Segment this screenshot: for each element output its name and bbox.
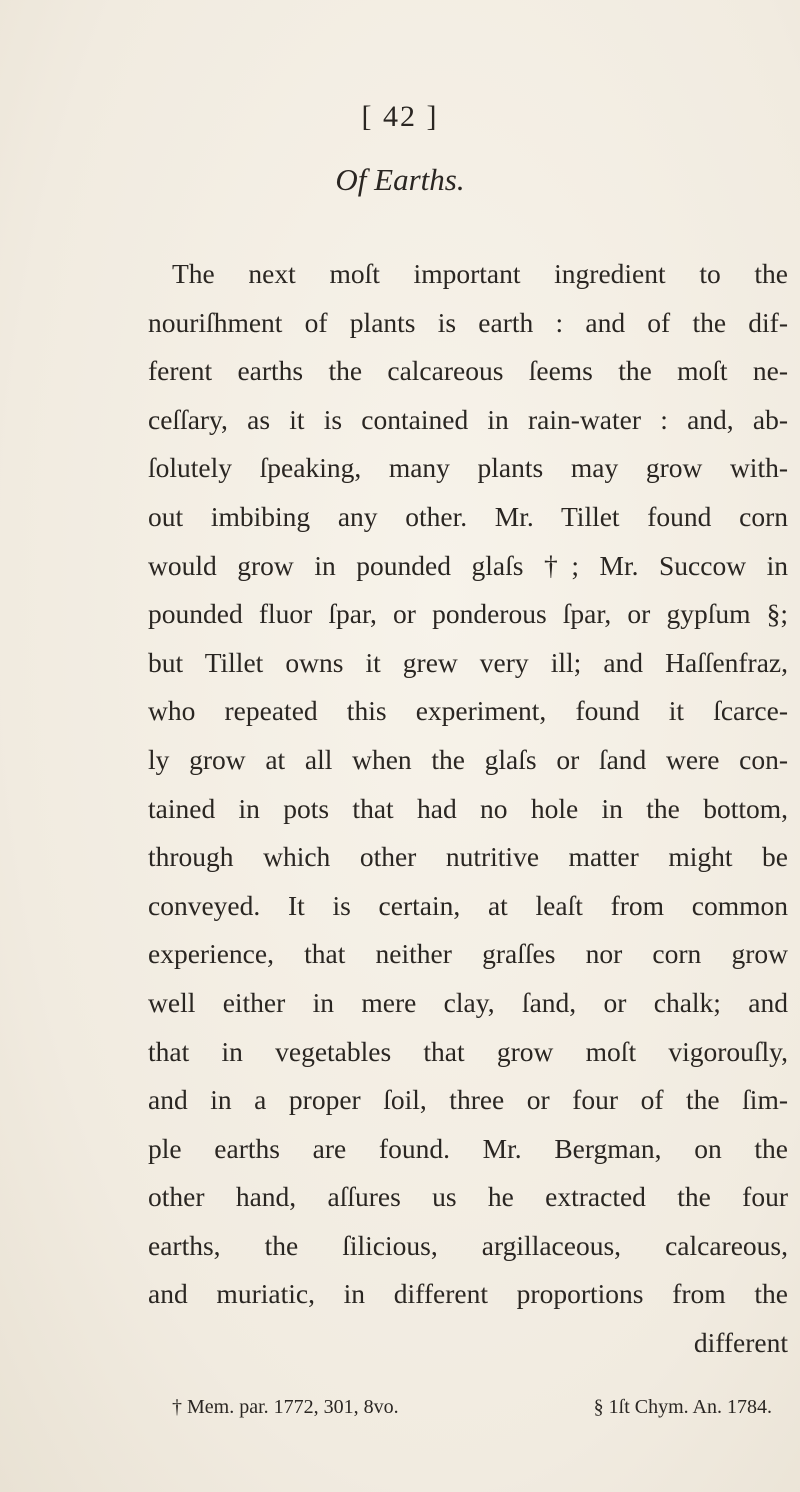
text-line: would grow in pounded glaſs †; Mr. Succow in [148, 549, 788, 581]
text-line: and muriatic, in different proportions from the [148, 1278, 788, 1310]
catchword: different [693, 1327, 788, 1359]
footnote-section: § 1ſt Chym. An. 1784. [593, 1396, 772, 1418]
text-line: ceſſary, as it is contained in rain-water : and, ab- [148, 403, 788, 435]
text-line: but Tillet owns it grew very ill; and Haſſenfraz, [148, 646, 788, 678]
text-line: out imbibing any other. Mr. Tillet found corn [148, 500, 788, 532]
text-line: tained in pots that had no hole in the bottom, [148, 792, 788, 824]
text-line: through which other nutritive matter might be [148, 841, 788, 873]
text-line: other hand, aſſures us he extracted the four [148, 1181, 788, 1213]
footnote-dagger: † Mem. par. 1772, 301, 8vo. [172, 1396, 399, 1418]
body-text [148, 250, 788, 1368]
text-line: pounded fluor ſpar, or ponderous ſpar, or gypſum §; [148, 598, 788, 630]
text-line: and in a proper ſoil, three or four of the ſim- [148, 1084, 788, 1116]
text-line: ly grow at all when the glaſs or ſand were con- [148, 743, 788, 775]
text-line: conveyed. It is certain, at leaſt from common [148, 889, 788, 921]
text-line: ple earths are found. Mr. Bergman, on the [148, 1132, 788, 1164]
text-line: experience, that neither graſſes nor corn grow [148, 938, 788, 970]
text-line: earths, the ſilicious, argillaceous, calcareous, [148, 1229, 788, 1261]
text-line: ſolutely ſpeaking, many plants may grow with- [148, 452, 788, 484]
section-heading: Of Earths. [335, 162, 465, 197]
text-line: nouriſhment of plants is earth : and of the dif- [148, 306, 788, 338]
text-line: who repeated this experiment, found it ſcarce- [148, 695, 788, 727]
text-line: The next moſt important ingredient to the [172, 258, 788, 289]
text-line: well either in mere clay, ſand, or chalk; and [148, 986, 788, 1018]
text-line: ferent earths the calcareous ſeems the moſt ne- [148, 355, 788, 387]
text-line: that in vegetables that grow moſt vigorouſly, [148, 1035, 788, 1067]
page-number: [ 42 ] [361, 100, 439, 133]
footnotes [172, 1396, 772, 1419]
